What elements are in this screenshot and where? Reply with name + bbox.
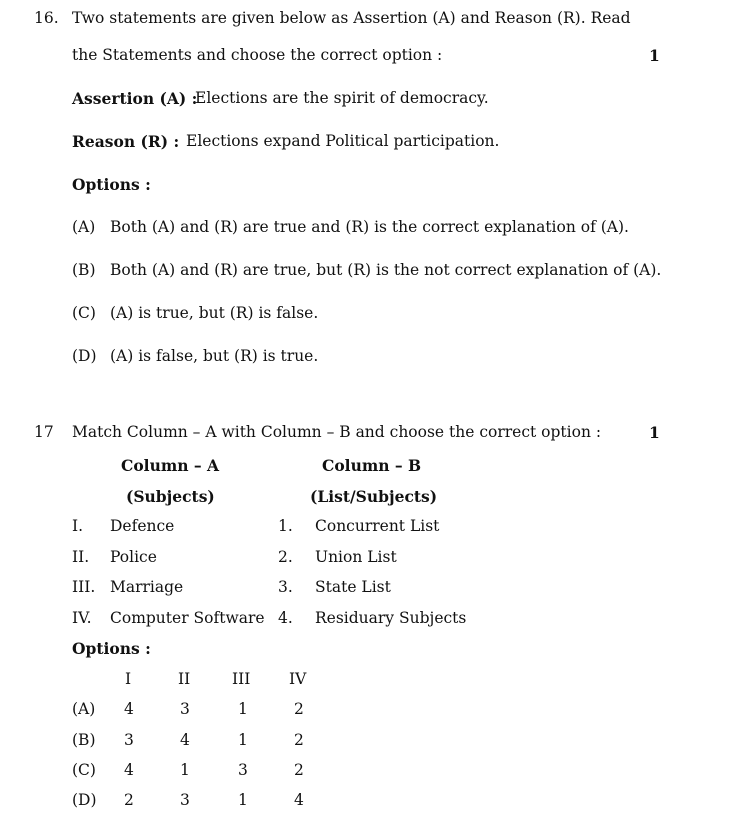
option-text: Both (A) and (R) are true and (R) is the correct explanation of (A).: [110, 218, 629, 236]
reason-label: Reason (R) :: [72, 132, 180, 151]
column-b-key: 2.: [278, 548, 293, 566]
column-a-item: Police: [110, 548, 157, 566]
option-key: (D): [72, 347, 97, 365]
column-b-key: 3.: [278, 578, 293, 596]
option-text: (A) is false, but (R) is true.: [110, 347, 319, 365]
option-key: (B): [72, 261, 96, 279]
column-a-key: III.: [72, 578, 96, 596]
option-value: 2: [294, 761, 304, 779]
option-value: 2: [294, 731, 304, 749]
column-b-item: Residuary Subjects: [315, 609, 467, 627]
question-text: Match Column – A with Column – B and choose the correct option :: [72, 423, 602, 441]
column-a-key: II.: [72, 548, 90, 566]
column-a-item: Defence: [110, 517, 175, 535]
column-b-item: Concurrent List: [315, 517, 440, 535]
column-b-key: 1.: [278, 517, 293, 535]
option-value: 4: [124, 700, 134, 718]
column-a-subtitle: (Subjects): [126, 487, 215, 506]
option-value: 3: [124, 731, 134, 749]
question-number: 16.: [34, 9, 59, 27]
column-a-item: Computer Software: [110, 609, 265, 627]
option-value: 2: [294, 700, 304, 718]
marks: 1: [649, 46, 660, 65]
option-text: Both (A) and (R) are true, but (R) is the not correct explanation of (A).: [110, 261, 662, 279]
column-a-item: Marriage: [110, 578, 184, 596]
column-b-subtitle: (List/Subjects): [310, 487, 438, 506]
option-value: 3: [180, 791, 190, 809]
option-value: 4: [294, 791, 304, 809]
column-a-title: Column – A: [121, 456, 220, 475]
question-text-line2: the Statements and choose the correct option :: [72, 46, 443, 64]
column-b-title: Column – B: [322, 456, 422, 475]
question-number: 17: [34, 423, 54, 441]
option-value: 4: [124, 761, 134, 779]
option-value: 3: [238, 761, 248, 779]
option-value: 2: [124, 791, 134, 809]
question-text-line1: Two statements are given below as Assertion (A) and Reason (R). Read: [72, 9, 631, 27]
column-a-key: IV.: [72, 609, 92, 627]
option-key: (A): [72, 218, 96, 236]
option-header: I: [125, 670, 132, 688]
options-label: Options :: [72, 175, 151, 194]
column-b-key: 4.: [278, 609, 293, 627]
option-key: (D): [72, 791, 97, 809]
column-a-key: I.: [72, 517, 84, 535]
marks: 1: [649, 423, 660, 442]
option-value: 1: [238, 700, 248, 718]
option-key: (C): [72, 304, 96, 322]
option-value: 1: [238, 791, 248, 809]
option-key: (C): [72, 761, 96, 779]
assertion-text: Elections are the spirit of democracy.: [195, 89, 489, 107]
column-b-item: State List: [315, 578, 391, 596]
option-key: (B): [72, 731, 96, 749]
option-value: 3: [180, 700, 190, 718]
assertion-label: Assertion (A) :: [72, 89, 198, 108]
options-label: Options :: [72, 639, 151, 658]
column-b-item: Union List: [315, 548, 397, 566]
option-value: 4: [180, 731, 190, 749]
option-text: (A) is true, but (R) is false.: [110, 304, 319, 322]
reason-text: Elections expand Political participation.: [186, 132, 500, 150]
option-value: 1: [238, 731, 248, 749]
option-header: III: [232, 670, 251, 688]
option-key: (A): [72, 700, 96, 718]
option-header: II: [178, 670, 191, 688]
option-header: IV: [289, 670, 307, 688]
option-value: 1: [180, 761, 190, 779]
